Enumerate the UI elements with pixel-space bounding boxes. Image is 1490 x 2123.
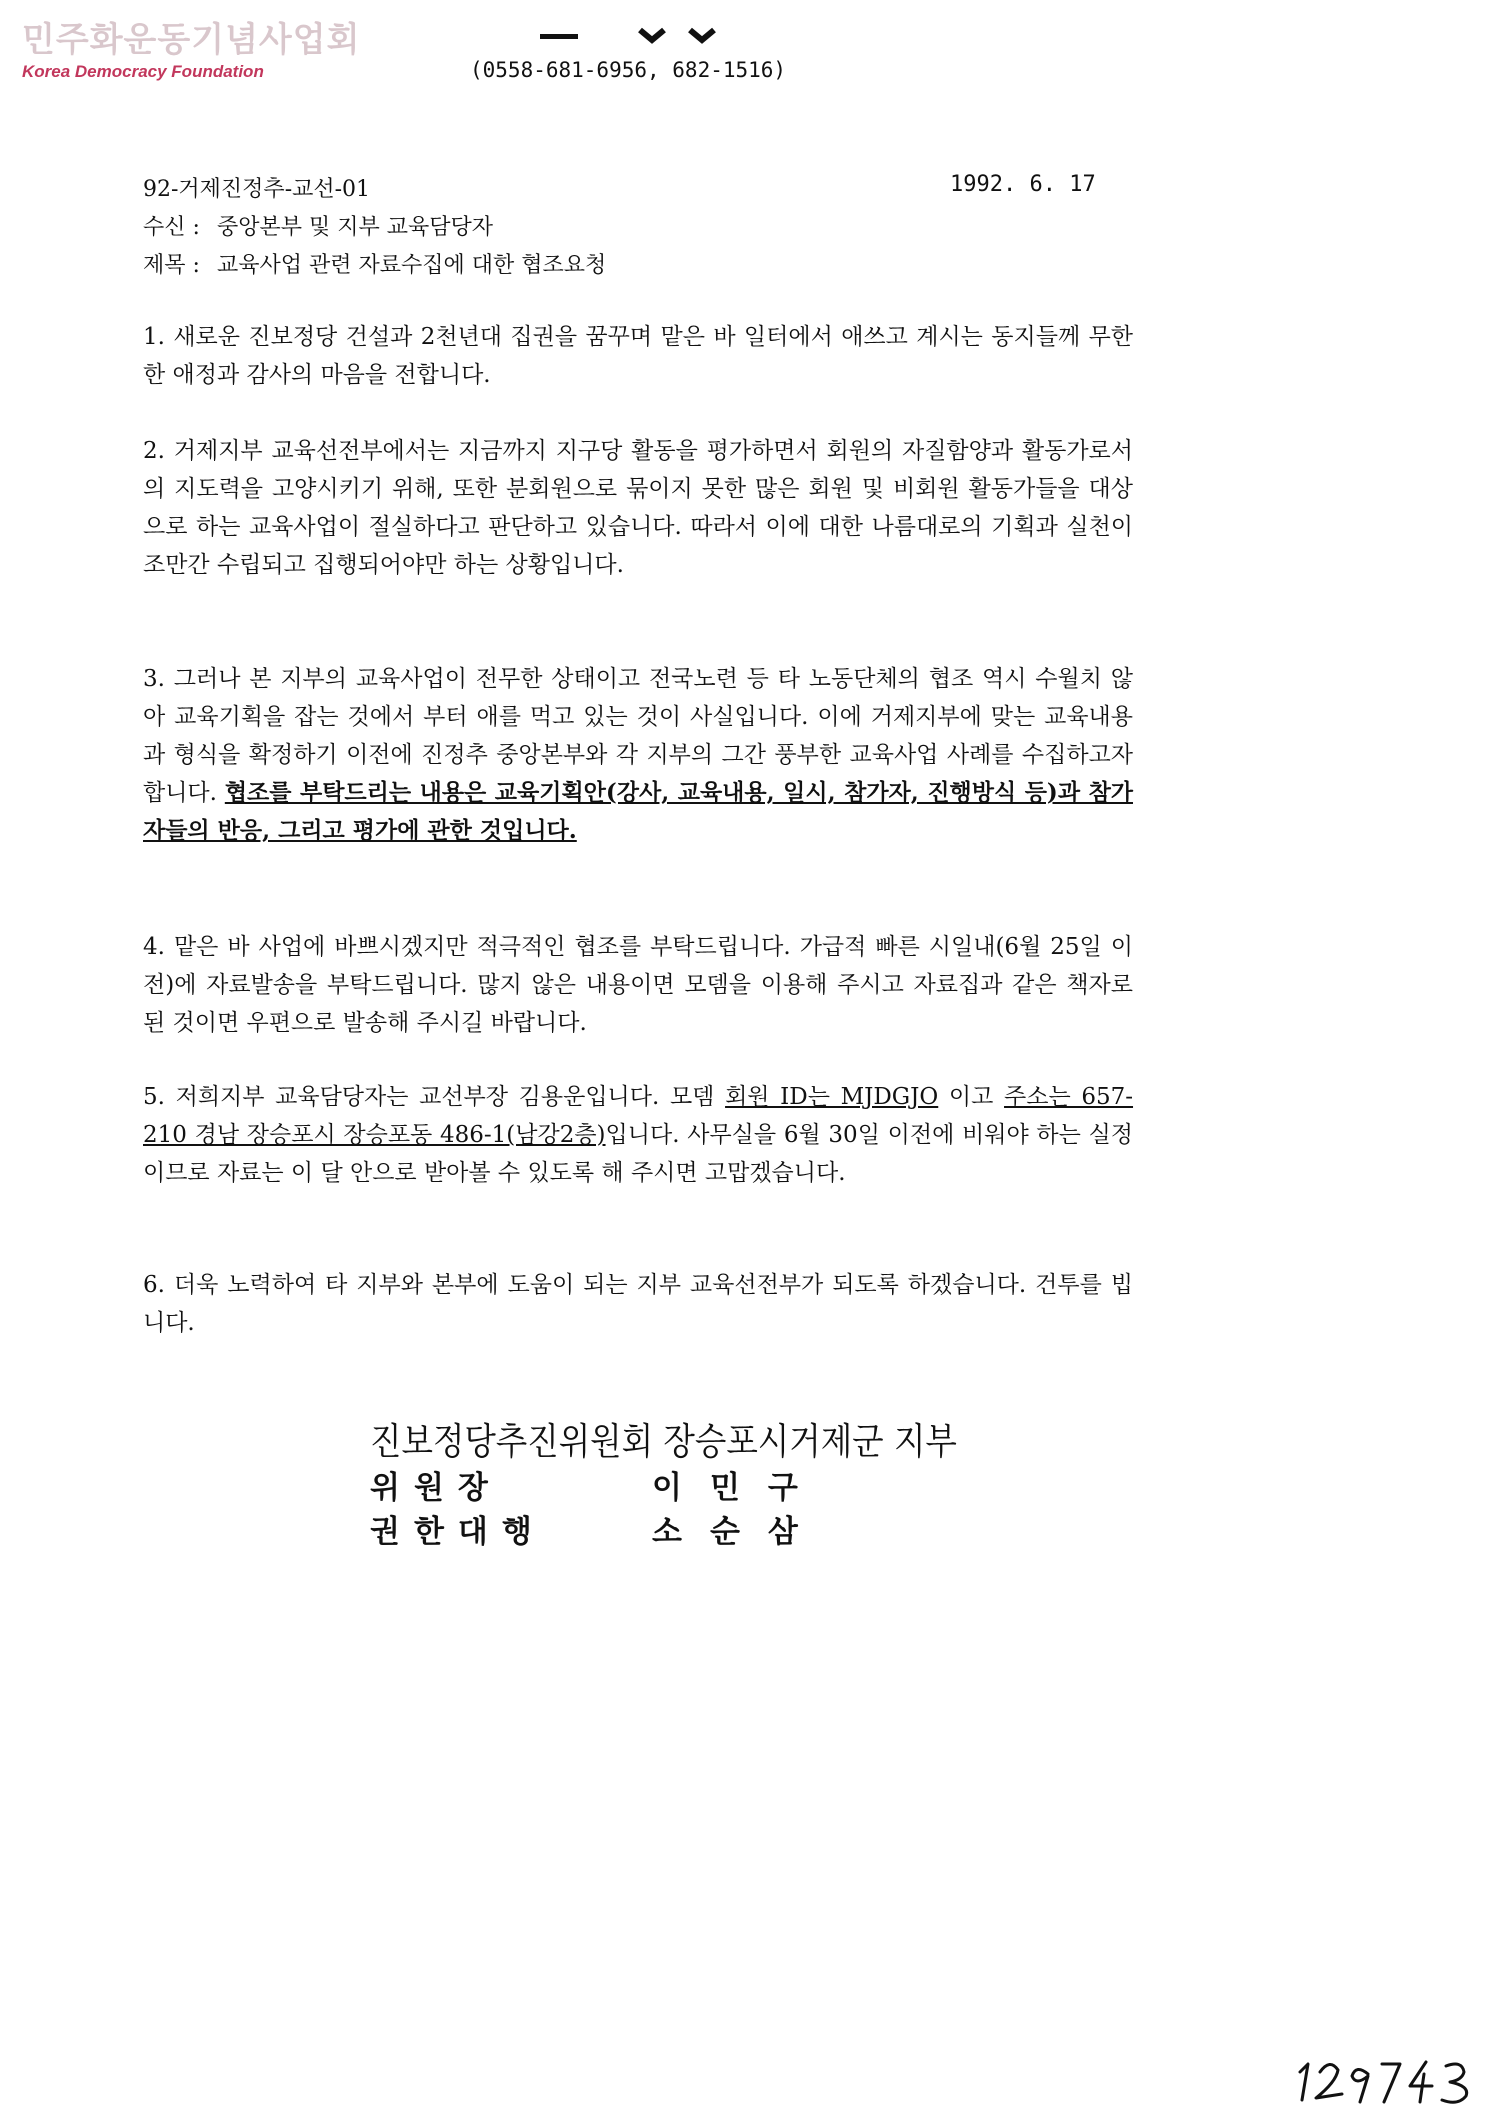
paragraph-5 [143,1078,1133,1192]
handwritten-archive-number [1290,2050,1480,2110]
paragraph-4: 4. 맡은 바 사업에 바쁘시겠지만 적극적인 협조를 부탁드립니다. 가급적 빠른 시일내(6월 25일 이전)에 자료발송을 부탁드립니다. 많지 않은 내용이면 모뎀을 이용해 주시고 자료집과 같은 책자로 된 것이면 우편으로 발송해 주시길 바랍니다. [143,934,1133,1036]
subject-label: 제목 : [143,253,200,278]
paragraph-5-text-c: 이고 [938,1084,1005,1110]
recipient-label: 수신 : [143,215,200,240]
paragraph-1: 1. 새로운 진보정당 건설과 2천년대 집권을 꿈꾸며 맡은 바 일터에서 애쓰고 계시는 동지들께 무한한 애정과 감사의 마음을 전합니다. [143,324,1133,388]
recipient-line [143,210,493,241]
letterhead-phone: (0558-681-6956, 682-1516) [470,58,787,82]
signature-role-chair: 위원장 [370,1470,502,1506]
paragraph-3-underlined: 협조를 부탁드리는 내용은 교육기획안(강사, 교육내용, 일시, 참가자, 진행방식 등)과 참가자들의 반응, 그리고 평가에 관한 것입니다. [143,779,1133,844]
paragraph-5-text-e: 입니다. 사무실을 6월 30일 이전에 비워야 하는 실정이므로 자료는 이 달 안으로 받아볼 수 있도록 해 주시면 고맙겠습니다. [143,1122,1134,1186]
letterhead-marks [540,20,740,50]
paragraph-3 [143,660,1133,850]
document-date: 1992. 6. 17 [950,172,1096,197]
watermark-english: Korea Democracy Foundation [22,62,264,81]
paragraph-2: 2. 거제지부 교육선전부에서는 지금까지 지구당 활동을 평가하면서 회원의 자질함양과 활동가로서의 지도력을 고양시키기 위해, 또한 분회원으로 묶이지 못한 많은 회원 및 비회원 활동가들을 대상으로 하는 교육사업이 절실하다고 판단하고 있습니다. 따라서 이에 대한 나름대로의 기획과 실천이 조만간 수립되고 집행되어야만 하는 상황입니다. [143,438,1133,578]
signature-organization: 진보정당추진위원회 장승포시거제군 지부 [370,1420,957,1463]
member-id-underlined: 회원 ID는 MJDGJO [725,1084,939,1110]
recipient-value: 중앙본부 및 지부 교육담당자 [217,215,494,240]
signature-name-acting: 소순삼 [652,1514,826,1550]
signature-role-acting: 권한대행 [370,1514,546,1550]
address-underlined: 주소는 657-210 경남 장승포시 장승포동 486-1(남강2층) [143,1084,1134,1148]
watermark-korean: 민주화운동기념사업회 [22,20,361,60]
foundation-watermark [22,20,360,82]
paragraph-5-text-a: 5. 저희지부 교육담당자는 교선부장 김용운입니다. 모뎀 [143,1084,726,1110]
subject-line [143,248,606,279]
paragraph-6: 6. 더욱 노력하여 타 지부와 본부에 도움이 되는 지부 교육선전부가 되도록 하겠습니다. 건투를 빕니다. [143,1272,1133,1336]
signature-name-chair: 이민구 [652,1470,826,1506]
signature-block [370,1418,1037,1554]
paragraph-3-text: 3. 그러나 본 지부의 교육사업이 전무한 상태이고 전국노련 등 타 노동단체의 협조 역시 수월치 않아 교육기획을 잡는 것에서 부터 애를 먹고 있는 것이 사실입니다. 이에 거제지부에 맞는 교육내용과 형식을 확정하기 이전에 진정추 중앙본부와 각 지부의 그간 풍부한 교육사업 사례를 수집하고자 합니다. [143,666,1133,806]
document-number: 92-거제진정추-교선-01 [143,177,371,202]
signature-row-acting [370,1510,1037,1554]
subject-value: 교육사업 관련 자료수집에 대한 협조요청 [217,253,607,278]
signature-row-chair [370,1466,1037,1510]
